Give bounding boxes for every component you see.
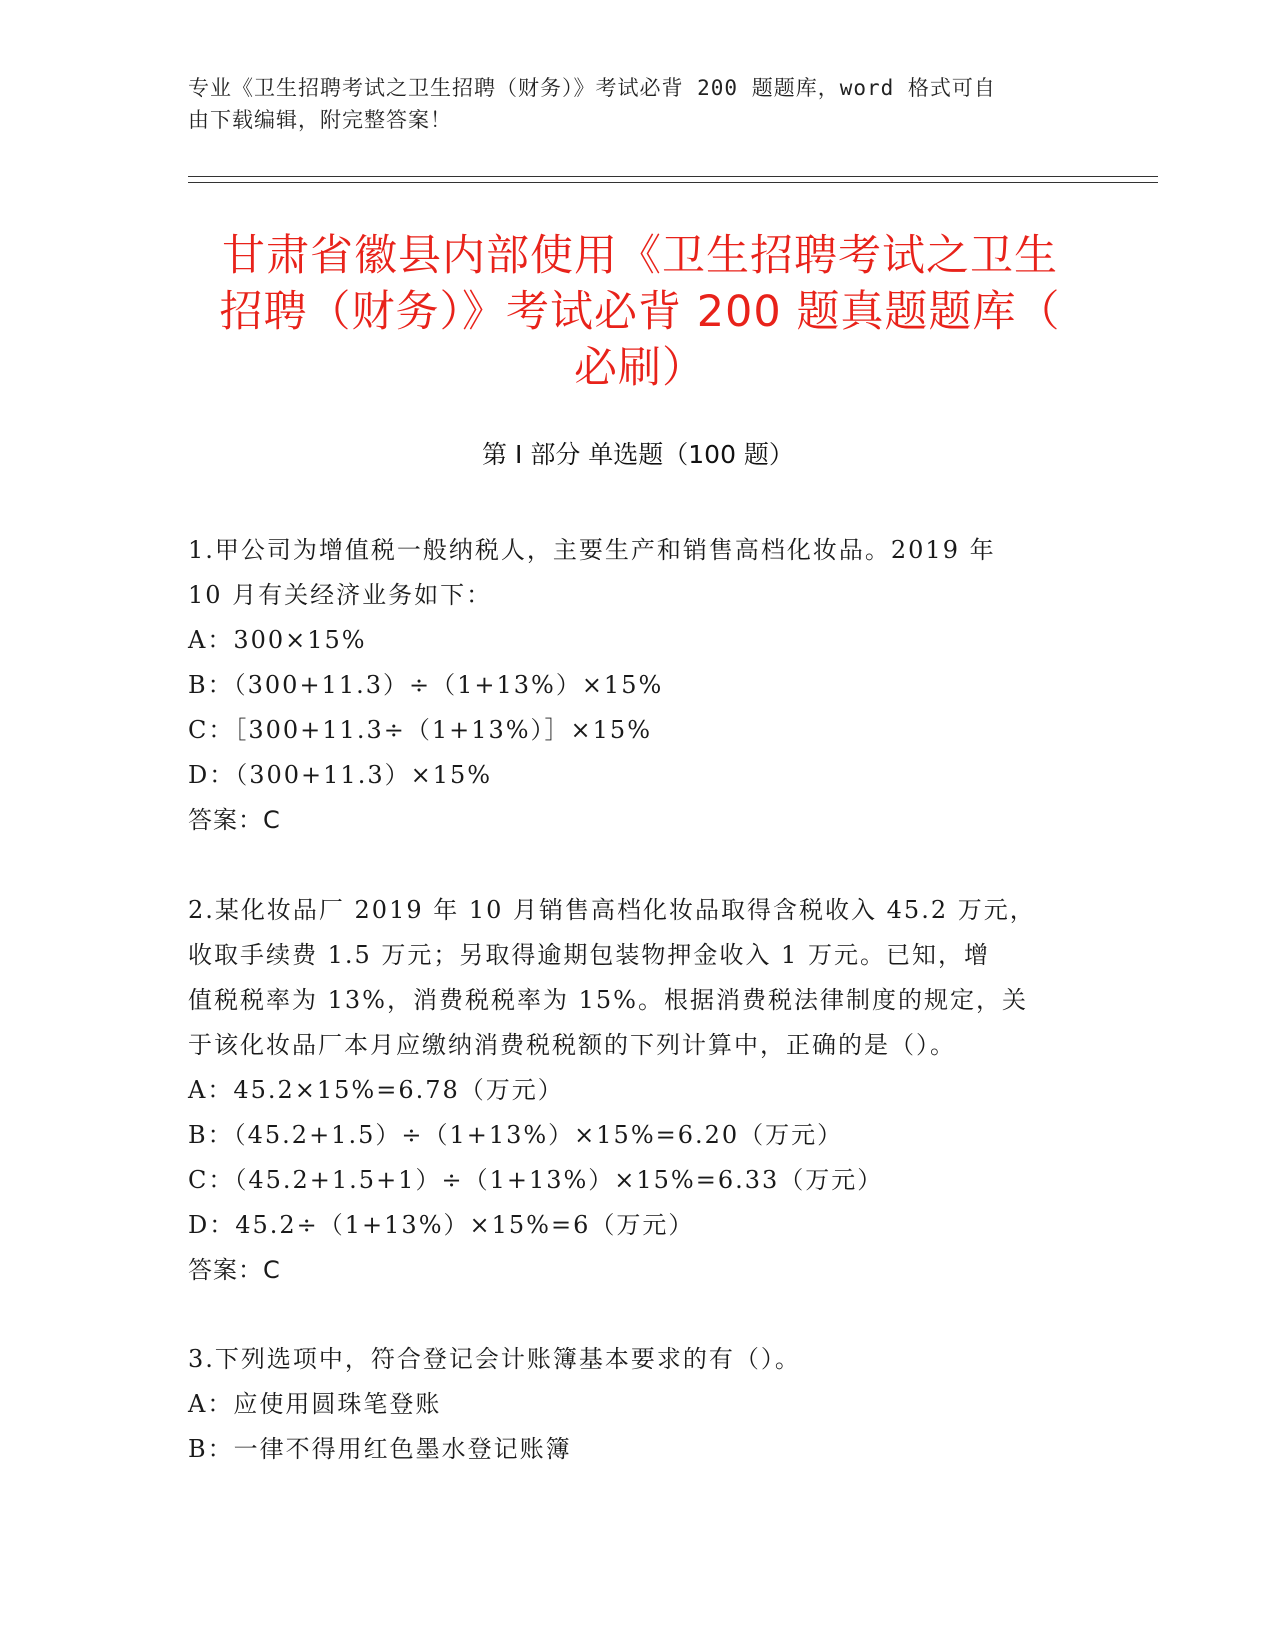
option-b: B：一律不得用红色墨水登记账簿 bbox=[188, 1435, 572, 1463]
option-c: C：（45.2+1.5+1）÷（1+13%）×15%=6.33（万元） bbox=[188, 1166, 884, 1194]
header-note-line: 专业《卫生招聘考试之卫生招聘（财务）》考试必背 200 题题库，word 格式可自 bbox=[188, 76, 996, 100]
question-stem: 3.下列选项中，符合登记会计账簿基本要求的有（）。 bbox=[188, 1345, 801, 1373]
option-d: D：45.2÷（1+13%）×15%=6（万元） bbox=[188, 1211, 695, 1239]
option-b: B：（45.2+1.5）÷（1+13%）×15%=6.20（万元） bbox=[188, 1121, 844, 1149]
option-a: A：300×15% bbox=[188, 626, 367, 654]
question-stem: 收取手续费 1.5 万元；另取得逾期包装物押金收入 1 万元。已知，增 bbox=[188, 941, 990, 969]
question-stem: 10 月有关经济业务如下： bbox=[188, 581, 493, 609]
section-heading: 第 I 部分 单选题（100 题） bbox=[482, 440, 794, 469]
question-stem: 2.某化妆品厂 2019 年 10 月销售高档化妆品取得含税收入 45.2 万元， bbox=[188, 896, 1036, 924]
option-b: B：（300+11.3）÷（1+13%）×15% bbox=[188, 671, 664, 699]
question-3 bbox=[188, 1337, 1088, 1472]
answer-line: 答案：C bbox=[188, 1256, 281, 1284]
question-1 bbox=[188, 528, 1088, 843]
title-line: 招聘（财务）》考试必背 200 题真题题库（ bbox=[219, 287, 1061, 337]
question-stem: 值税税率为 13%，消费税税率为 15%。根据消费税法律制度的规定，关 bbox=[188, 986, 1028, 1014]
option-c: C：［300+11.3÷（1+13%）］×15% bbox=[188, 716, 653, 744]
title-line: 必刷） bbox=[574, 343, 706, 393]
question-2 bbox=[188, 888, 1088, 1293]
document-title bbox=[190, 228, 1090, 396]
header-divider bbox=[188, 176, 1158, 177]
answer-line: 答案：C bbox=[188, 806, 281, 834]
header-note-line: 由下载编辑，附完整答案！ bbox=[188, 108, 452, 132]
header-note bbox=[188, 72, 1068, 136]
question-stem: 于该化妆品厂本月应缴纳消费税税额的下列计算中，正确的是（）。 bbox=[188, 1031, 956, 1059]
option-a: A：45.2×15%=6.78（万元） bbox=[188, 1076, 564, 1104]
header-divider bbox=[188, 182, 1158, 183]
title-line: 甘肃省徽县内部使用《卫生招聘考试之卫生 bbox=[222, 231, 1058, 281]
option-d: D：（300+11.3）×15% bbox=[188, 761, 493, 789]
option-a: A：应使用圆珠笔登账 bbox=[188, 1390, 442, 1418]
question-stem: 1.甲公司为增值税一般纳税人，主要生产和销售高档化妆品。2019 年 bbox=[188, 536, 996, 564]
